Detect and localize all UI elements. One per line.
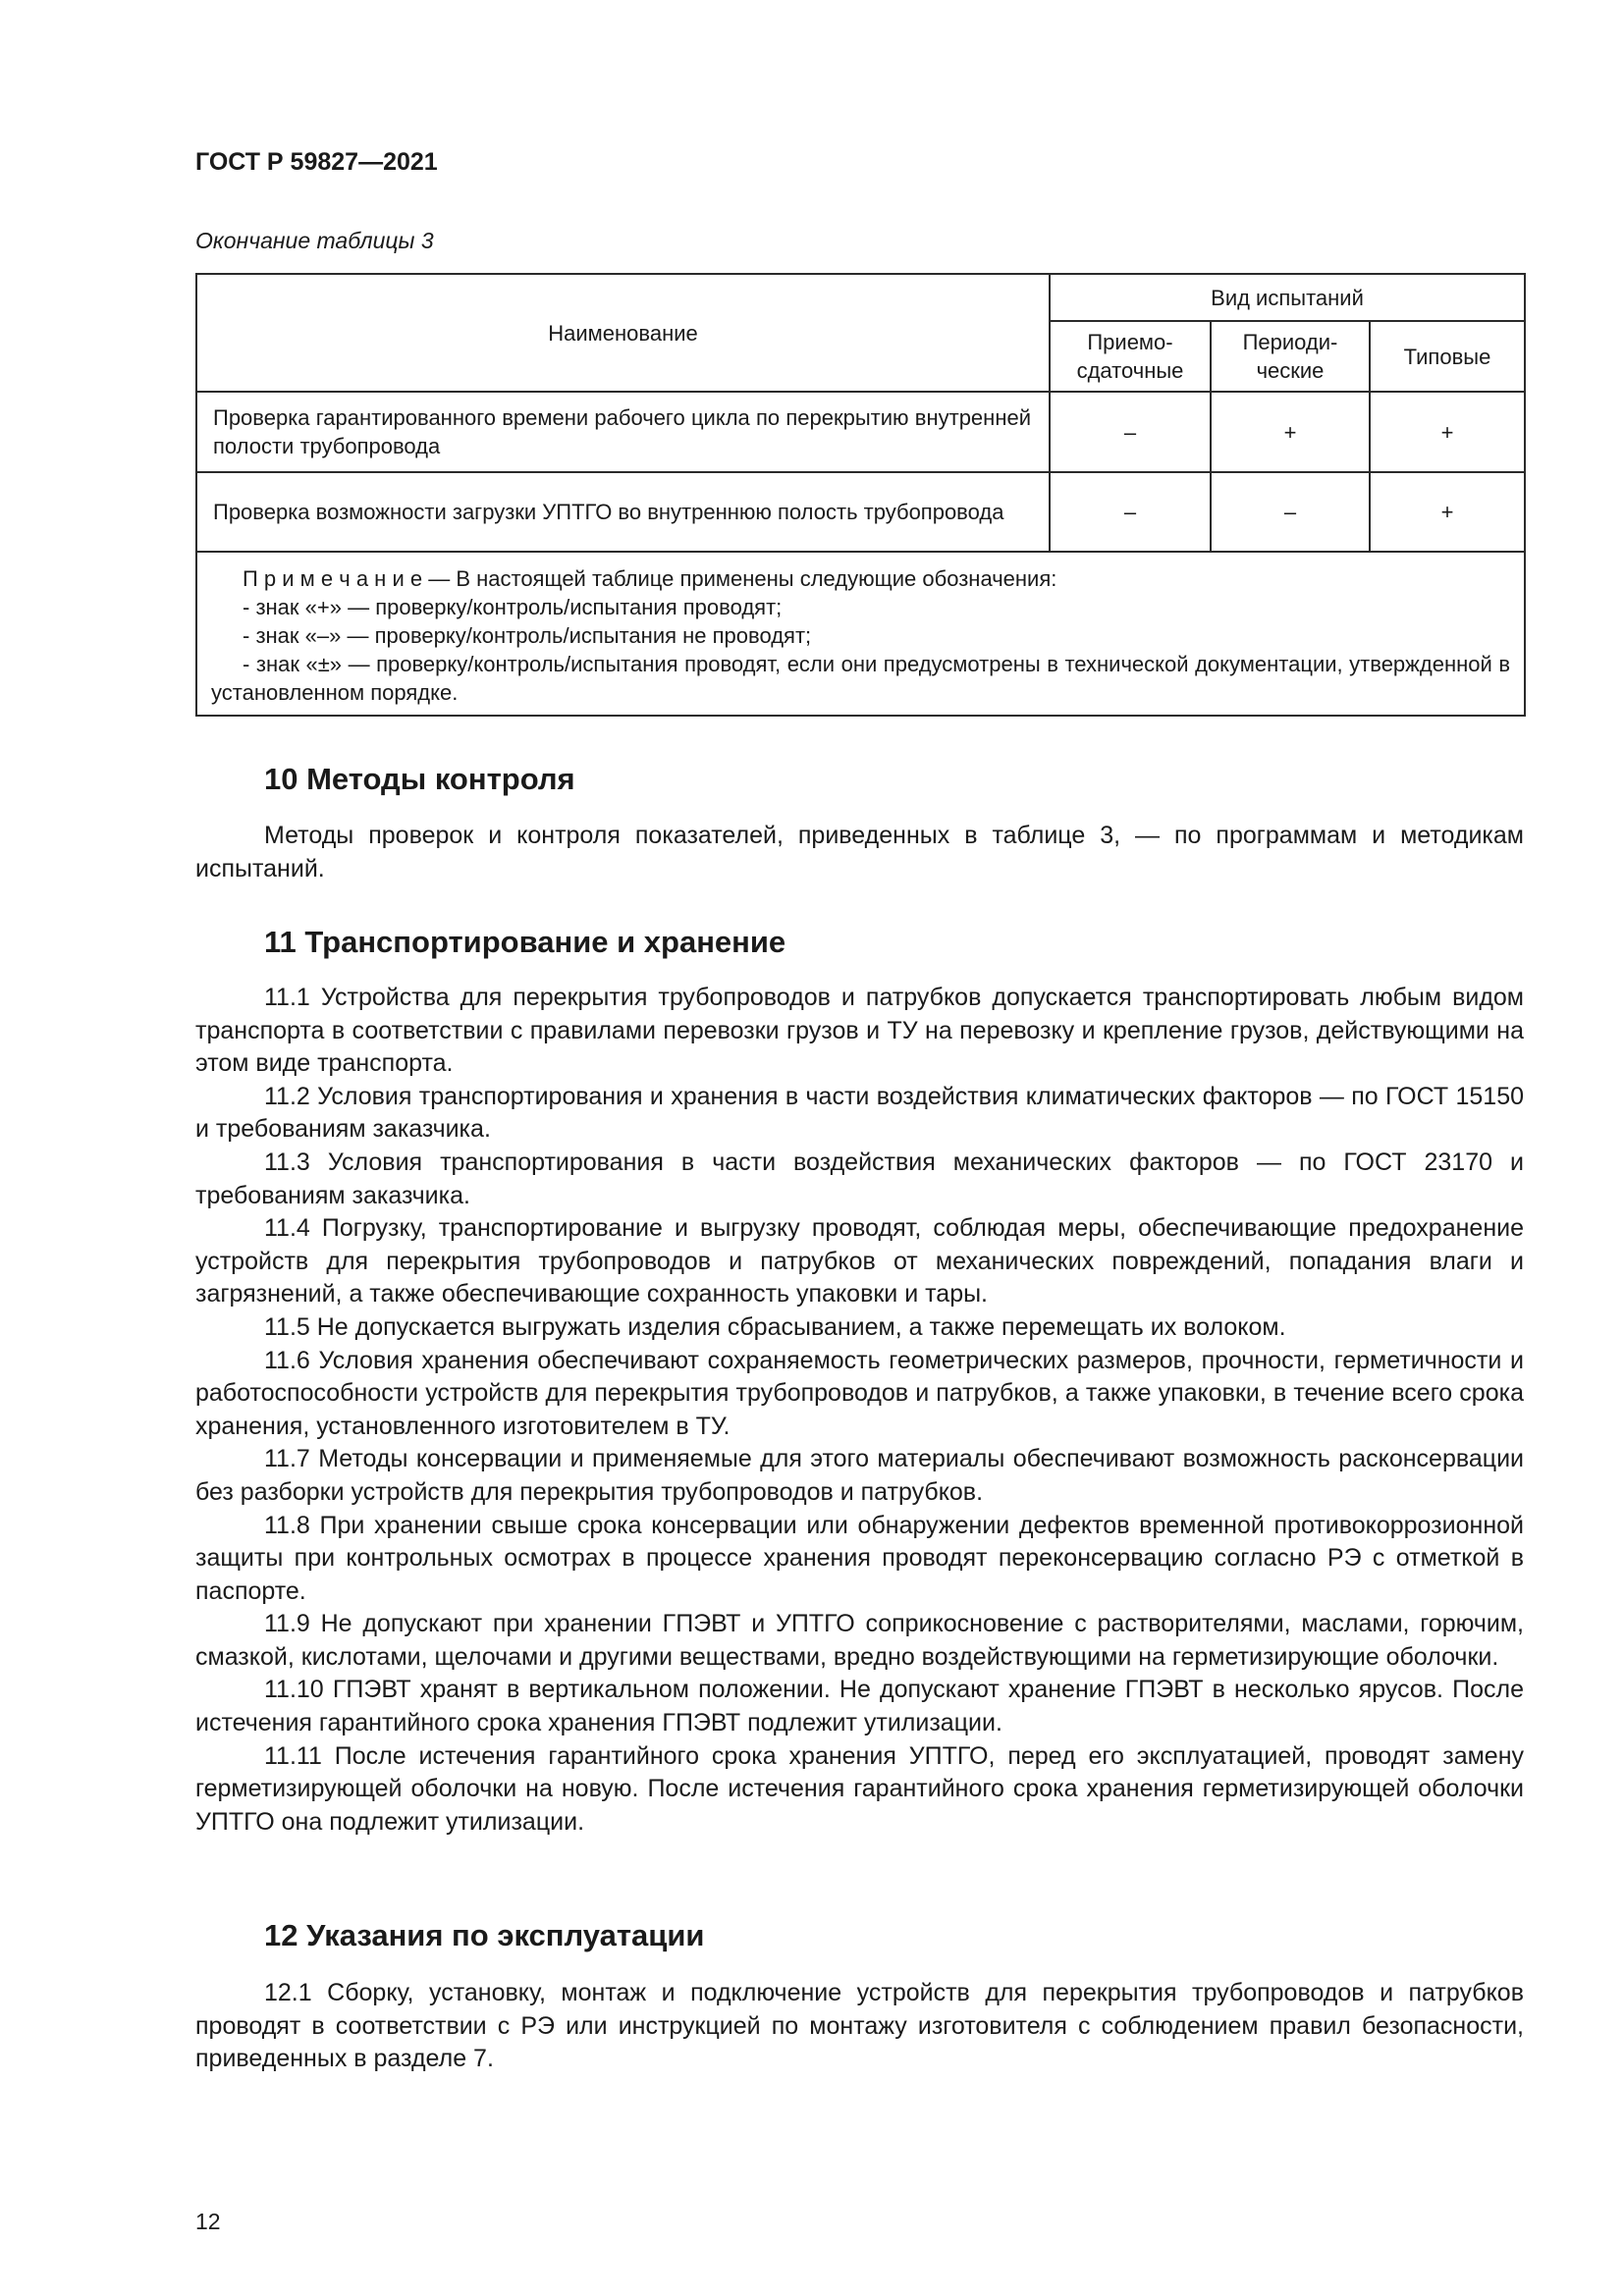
table-caption: Окончание таблицы 3 bbox=[195, 228, 434, 253]
paragraph-11-11: 11.11 После истечения гарантийного срока хранения УПТГО, перед его эксплуатацией, проводят замену герметизирующей оболочки на новую. После истечения гарантийного срока хранения герметизирующей оболочки УПТГО она подлежит утилизации. bbox=[195, 1741, 1524, 1836]
note-label: П р и м е ч а н и е bbox=[243, 566, 423, 591]
paragraph-11-10: 11.10 ГПЭВТ хранят в вертикальном положении. Не допускают хранение ГПЭВТ в несколько ярусов. После истечения гарантийного срока хранения ГПЭВТ подлежит утилизации. bbox=[195, 1676, 1524, 1737]
table-note bbox=[196, 552, 1525, 716]
header-acceptance: Приемо-сдаточные bbox=[1050, 321, 1211, 392]
paragraph-11-8: 11.8 При хранении свыше срока консервации или обнаружении дефектов временной противокоррозионной защиты при контрольных осмотрах в процессе хранения проводят переконсервацию согласно РЭ с отметкой в паспорте. bbox=[195, 1511, 1524, 1605]
paragraph-11-1: 11.1 Устройства для перекрытия трубопроводов и патрубков допускается транспортировать любым видом транспорта в соответствии с правилами перевозки грузов и ТУ на перевозку и крепление грузов, действующими на этом виде транспорта. bbox=[195, 984, 1524, 1078]
section-11-body bbox=[195, 982, 1524, 1839]
row-acceptance: – bbox=[1050, 472, 1211, 552]
table-row bbox=[196, 392, 1525, 472]
paragraph-12-1: 12.1 Сборку, установку, монтаж и подключение устройств для перекрытия трубопроводов и патрубков проводят в соответствии с РЭ или инструкцией по монтажу изготовителя с соблюдением правил безопасности, приведенных в разделе 7. bbox=[195, 1979, 1524, 2073]
row-type: + bbox=[1370, 392, 1525, 472]
tests-table bbox=[195, 273, 1526, 717]
document-code: ГОСТ Р 59827—2021 bbox=[195, 148, 438, 176]
section-12-title: 12 Указания по эксплуатации bbox=[264, 1918, 705, 1952]
paragraph-11-7: 11.7 Методы консервации и применяемые для этого материалы обеспечивают возможность расконсервации без разборки устройств для перекрытия трубопроводов и патрубков. bbox=[195, 1445, 1524, 1506]
header-type: Типовые bbox=[1370, 321, 1525, 392]
paragraph-11-5: 11.5 Не допускается выгружать изделия сбрасыванием, а также перемещать их волоком. bbox=[264, 1312, 1286, 1341]
row-type: + bbox=[1370, 472, 1525, 552]
row-acceptance: – bbox=[1050, 392, 1211, 472]
paragraph-11-4: 11.4 Погрузку, транспортирование и выгрузку проводят, соблюдая меры, обеспечивающие предохранение устройств для перекрытия трубопроводов и патрубков от механических повреждений, попадания влаги и загрязнений, а также обеспечивающие сохранность упаковки и тары. bbox=[195, 1214, 1524, 1308]
section-10-title: 10 Методы контроля bbox=[264, 762, 575, 796]
row-periodic: – bbox=[1211, 472, 1370, 552]
note-item: - знак «–» — проверку/контроль/испытания не проводят; bbox=[243, 623, 812, 648]
section-11-title: 11 Транспортирование и хранение bbox=[264, 925, 786, 959]
table-note-row bbox=[196, 552, 1525, 716]
header-name: Наименование bbox=[196, 274, 1050, 392]
section-10-body bbox=[195, 820, 1524, 885]
paragraph-11-6: 11.6 Условия хранения обеспечивают сохраняемость геометрических размеров, прочности, герметичности и работоспособности устройств для перекрытия трубопроводов и патрубков, а также упаковки, в течение всего срока хранения, установленного изготовителем в ТУ. bbox=[195, 1346, 1524, 1440]
row-periodic: + bbox=[1211, 392, 1370, 472]
paragraph-11-2: 11.2 Условия транспортирования и хранения в части воздействия климатических факторов — по ГОСТ 15150 и требованиям заказчика. bbox=[195, 1082, 1524, 1144]
note-intro: — В настоящей таблице применены следующие обозначения: bbox=[422, 566, 1057, 591]
row-name: Проверка возможности загрузки УПТГО во внутреннюю полость трубопровода bbox=[196, 472, 1050, 552]
paragraph-11-9: 11.9 Не допускают при хранении ГПЭВТ и УПТГО соприкосновение с растворителями, маслами, горючим, смазкой, кислотами, щелочами и другими веществами, вредно воздействующими на герметизирующие оболочки. bbox=[195, 1610, 1524, 1671]
section-12-body bbox=[195, 1977, 1524, 2076]
table-row bbox=[196, 472, 1525, 552]
note-item: - знак «±» — проверку/контроль/испытания проводят, если они предусмотрены в технической документации, утвержденной в установленном порядке. bbox=[211, 652, 1511, 705]
note-item: - знак «+» — проверку/контроль/испытания проводят; bbox=[243, 595, 783, 619]
row-name: Проверка гарантированного времени рабочего цикла по перекрытию внутренней полости трубопровода bbox=[196, 392, 1050, 472]
paragraph: Методы проверок и контроля показателей, приведенных в таблице 3, — по программам и методикам испытаний. bbox=[195, 822, 1524, 882]
header-test-kind: Вид испытаний bbox=[1050, 274, 1525, 321]
header-periodic: Периоди-ческие bbox=[1211, 321, 1370, 392]
paragraph-11-3: 11.3 Условия транспортирования в части воздействия механических факторов — по ГОСТ 23170 и требованиям заказчика. bbox=[195, 1148, 1524, 1209]
page-number: 12 bbox=[195, 2209, 221, 2234]
